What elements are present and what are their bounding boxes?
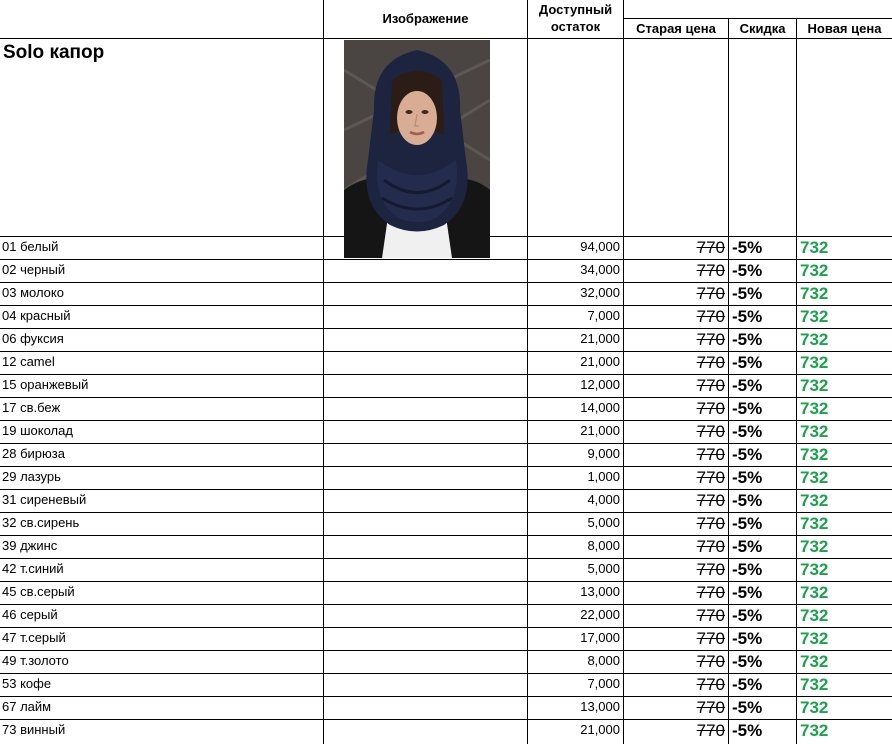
cell-new-price[interactable]: 732: [800, 468, 829, 487]
grid-line: [0, 443, 892, 444]
cell-discount[interactable]: -5%: [732, 261, 763, 280]
grid-line: [0, 420, 892, 421]
cell-old-price[interactable]: 770: [696, 675, 725, 694]
cell-new-price[interactable]: 732: [800, 422, 829, 441]
cell-stock[interactable]: 34,000: [580, 262, 620, 277]
grid-line: [0, 535, 892, 536]
header-stock-line1: Доступный: [538, 2, 613, 17]
cell-stock[interactable]: 14,000: [580, 400, 620, 415]
cell-discount[interactable]: -5%: [732, 606, 763, 625]
table-row: [0, 305, 892, 328]
grid-line: [0, 397, 892, 398]
cell-old-price[interactable]: 770: [696, 399, 725, 418]
cell-stock[interactable]: 7,000: [587, 308, 620, 323]
cell-color-name[interactable]: 67 лайм: [2, 699, 52, 714]
cell-old-price[interactable]: 770: [696, 652, 725, 671]
cell-color-name[interactable]: 42 т.синий: [2, 561, 64, 576]
cell-old-price[interactable]: 770: [696, 514, 725, 533]
product-photo[interactable]: [344, 40, 490, 258]
cell-new-price[interactable]: 732: [800, 261, 829, 280]
cell-stock[interactable]: 22,000: [580, 607, 620, 622]
cell-new-price[interactable]: 732: [800, 284, 829, 303]
grid-line: [0, 38, 892, 39]
cell-color-name[interactable]: 46 серый: [2, 607, 58, 622]
cell-color-name[interactable]: 06 фуксия: [2, 331, 64, 346]
cell-stock[interactable]: 4,000: [587, 492, 620, 507]
grid-line: [0, 259, 892, 260]
cell-old-price[interactable]: 770: [696, 307, 725, 326]
cell-old-price[interactable]: 770: [696, 422, 725, 441]
table-row: [0, 282, 892, 305]
cell-discount[interactable]: -5%: [732, 307, 763, 326]
cell-old-price[interactable]: 770: [696, 560, 725, 579]
table-row: [0, 466, 892, 489]
cell-color-name[interactable]: 12 camel: [2, 354, 55, 369]
cell-color-name[interactable]: 73 винный: [2, 722, 66, 737]
cell-discount[interactable]: -5%: [732, 468, 763, 487]
grid-line: [0, 512, 892, 513]
cell-stock[interactable]: 94,000: [580, 239, 620, 254]
grid-line: [0, 650, 892, 651]
table-row: [0, 673, 892, 696]
header-stock-line2: остаток: [550, 19, 601, 34]
table-row: [0, 420, 892, 443]
cell-new-price[interactable]: 732: [800, 491, 829, 510]
cell-color-name[interactable]: 04 красный: [2, 308, 71, 323]
cell-discount[interactable]: -5%: [732, 698, 763, 717]
grid-line: [0, 351, 892, 352]
cell-new-price[interactable]: 732: [800, 583, 829, 602]
cell-old-price[interactable]: 770: [696, 284, 725, 303]
cell-color-name[interactable]: 49 т.золото: [2, 653, 69, 668]
cell-new-price[interactable]: 732: [800, 721, 829, 740]
grid-line: [0, 328, 892, 329]
cell-stock[interactable]: 21,000: [580, 423, 620, 438]
header-new-price: Новая цена: [807, 21, 882, 36]
table-row: [0, 397, 892, 420]
table-row: [0, 719, 892, 742]
cell-old-price[interactable]: 770: [696, 238, 725, 257]
cell-discount[interactable]: -5%: [732, 652, 763, 671]
cell-old-price[interactable]: 770: [696, 353, 725, 372]
table-row: [0, 558, 892, 581]
cell-discount[interactable]: -5%: [732, 353, 763, 372]
cell-color-name[interactable]: 01 белый: [2, 239, 59, 254]
cell-old-price[interactable]: 770: [696, 445, 725, 464]
cell-color-name[interactable]: 03 молоко: [2, 285, 64, 300]
cell-old-price[interactable]: 770: [696, 261, 725, 280]
cell-color-name[interactable]: 47 т.серый: [2, 630, 66, 645]
cell-color-name[interactable]: 53 кофе: [2, 676, 52, 691]
cell-new-price[interactable]: 732: [800, 330, 829, 349]
cell-discount[interactable]: -5%: [732, 537, 763, 556]
cell-discount[interactable]: -5%: [732, 399, 763, 418]
grid-line: [0, 305, 892, 306]
grid-line: [0, 558, 892, 559]
cell-new-price[interactable]: 732: [800, 560, 829, 579]
grid-line: [0, 696, 892, 697]
cell-discount[interactable]: -5%: [732, 721, 763, 740]
cell-discount[interactable]: -5%: [732, 284, 763, 303]
header-old-price: Старая цена: [636, 21, 716, 36]
cell-stock[interactable]: 1,000: [587, 469, 620, 484]
cell-old-price[interactable]: 770: [696, 629, 725, 648]
cell-stock[interactable]: 12,000: [580, 377, 620, 392]
cell-discount[interactable]: -5%: [732, 330, 763, 349]
cell-stock[interactable]: 21,000: [580, 354, 620, 369]
cell-stock[interactable]: 32,000: [580, 285, 620, 300]
table-row: [0, 627, 892, 650]
grid-line: [0, 673, 892, 674]
header-discount: Скидка: [739, 21, 786, 36]
cell-old-price[interactable]: 770: [696, 330, 725, 349]
cell-color-name[interactable]: 45 св.серый: [2, 584, 75, 599]
cell-new-price[interactable]: 732: [800, 353, 829, 372]
table-row: [0, 259, 892, 282]
cell-new-price[interactable]: 732: [800, 537, 829, 556]
table-row: [0, 374, 892, 397]
cell-discount[interactable]: -5%: [732, 376, 763, 395]
cell-stock[interactable]: 17,000: [580, 630, 620, 645]
cell-new-price[interactable]: 732: [800, 675, 829, 694]
cell-discount[interactable]: -5%: [732, 422, 763, 441]
grid-line: [0, 374, 892, 375]
grid-line: [490, 236, 892, 237]
cell-discount[interactable]: -5%: [732, 629, 763, 648]
cell-color-name[interactable]: 02 черный: [2, 262, 66, 277]
cell-stock[interactable]: 8,000: [587, 653, 620, 668]
cell-stock[interactable]: 5,000: [587, 515, 620, 530]
cell-new-price[interactable]: 732: [800, 238, 829, 257]
cell-discount[interactable]: -5%: [732, 238, 763, 257]
cell-stock[interactable]: 21,000: [580, 722, 620, 737]
grid-line: [0, 719, 892, 720]
cell-stock[interactable]: 7,000: [587, 676, 620, 691]
cell-stock[interactable]: 13,000: [580, 584, 620, 599]
table-row: [0, 328, 892, 351]
cell-stock[interactable]: 5,000: [587, 561, 620, 576]
grid-line: [0, 282, 892, 283]
grid-line: [0, 581, 892, 582]
cell-new-price[interactable]: 732: [800, 307, 829, 326]
cell-new-price[interactable]: 732: [800, 652, 829, 671]
cell-discount[interactable]: -5%: [732, 445, 763, 464]
table-row: [0, 512, 892, 535]
table-row: [0, 535, 892, 558]
cell-old-price[interactable]: 770: [696, 698, 725, 717]
cell-old-price[interactable]: 770: [696, 606, 725, 625]
cell-discount[interactable]: -5%: [732, 560, 763, 579]
table-row: [0, 650, 892, 673]
model-photo: [344, 40, 490, 258]
cell-color-name[interactable]: 17 св.беж: [2, 400, 61, 415]
grid-line: [0, 236, 344, 237]
cell-old-price[interactable]: 770: [696, 583, 725, 602]
table-row: [0, 581, 892, 604]
cell-old-price[interactable]: 770: [696, 721, 725, 740]
cell-new-price[interactable]: 732: [800, 629, 829, 648]
header-image: Изображение: [382, 11, 469, 26]
grid-line: [0, 604, 892, 605]
table-row: [0, 696, 892, 719]
cell-old-price[interactable]: 770: [696, 468, 725, 487]
table-row: [0, 236, 892, 259]
cell-discount[interactable]: -5%: [732, 675, 763, 694]
grid-line: [0, 627, 892, 628]
grid-line: [0, 489, 892, 490]
cell-new-price[interactable]: 732: [800, 698, 829, 717]
cell-old-price[interactable]: 770: [696, 537, 725, 556]
cell-color-name[interactable]: 28 бирюза: [2, 446, 65, 461]
cell-new-price[interactable]: 732: [800, 514, 829, 533]
table-row: [0, 351, 892, 374]
cell-stock[interactable]: 8,000: [587, 538, 620, 553]
product-title: Solo капор: [3, 42, 105, 63]
cell-new-price[interactable]: 732: [800, 376, 829, 395]
cell-color-name[interactable]: 31 сиреневый: [2, 492, 87, 507]
table-row: [0, 443, 892, 466]
cell-color-name[interactable]: 32 св.сирень: [2, 515, 80, 530]
cell-color-name[interactable]: 29 лазурь: [2, 469, 61, 484]
table-row: [0, 489, 892, 512]
cell-color-name[interactable]: 19 шоколад: [2, 423, 73, 438]
grid-line: [0, 466, 892, 467]
cell-stock[interactable]: 9,000: [587, 446, 620, 461]
cell-new-price[interactable]: 732: [800, 399, 829, 418]
cell-discount[interactable]: -5%: [732, 514, 763, 533]
cell-stock[interactable]: 13,000: [580, 699, 620, 714]
cell-discount[interactable]: -5%: [732, 583, 763, 602]
grid-line: [623, 18, 892, 19]
cell-discount[interactable]: -5%: [732, 491, 763, 510]
cell-stock[interactable]: 21,000: [580, 331, 620, 346]
cell-new-price[interactable]: 732: [800, 606, 829, 625]
cell-color-name[interactable]: 39 джинс: [2, 538, 58, 553]
cell-old-price[interactable]: 770: [696, 376, 725, 395]
cell-color-name[interactable]: 15 оранжевый: [2, 377, 89, 392]
cell-new-price[interactable]: 732: [800, 445, 829, 464]
cell-old-price[interactable]: 770: [696, 491, 725, 510]
table-row: [0, 604, 892, 627]
